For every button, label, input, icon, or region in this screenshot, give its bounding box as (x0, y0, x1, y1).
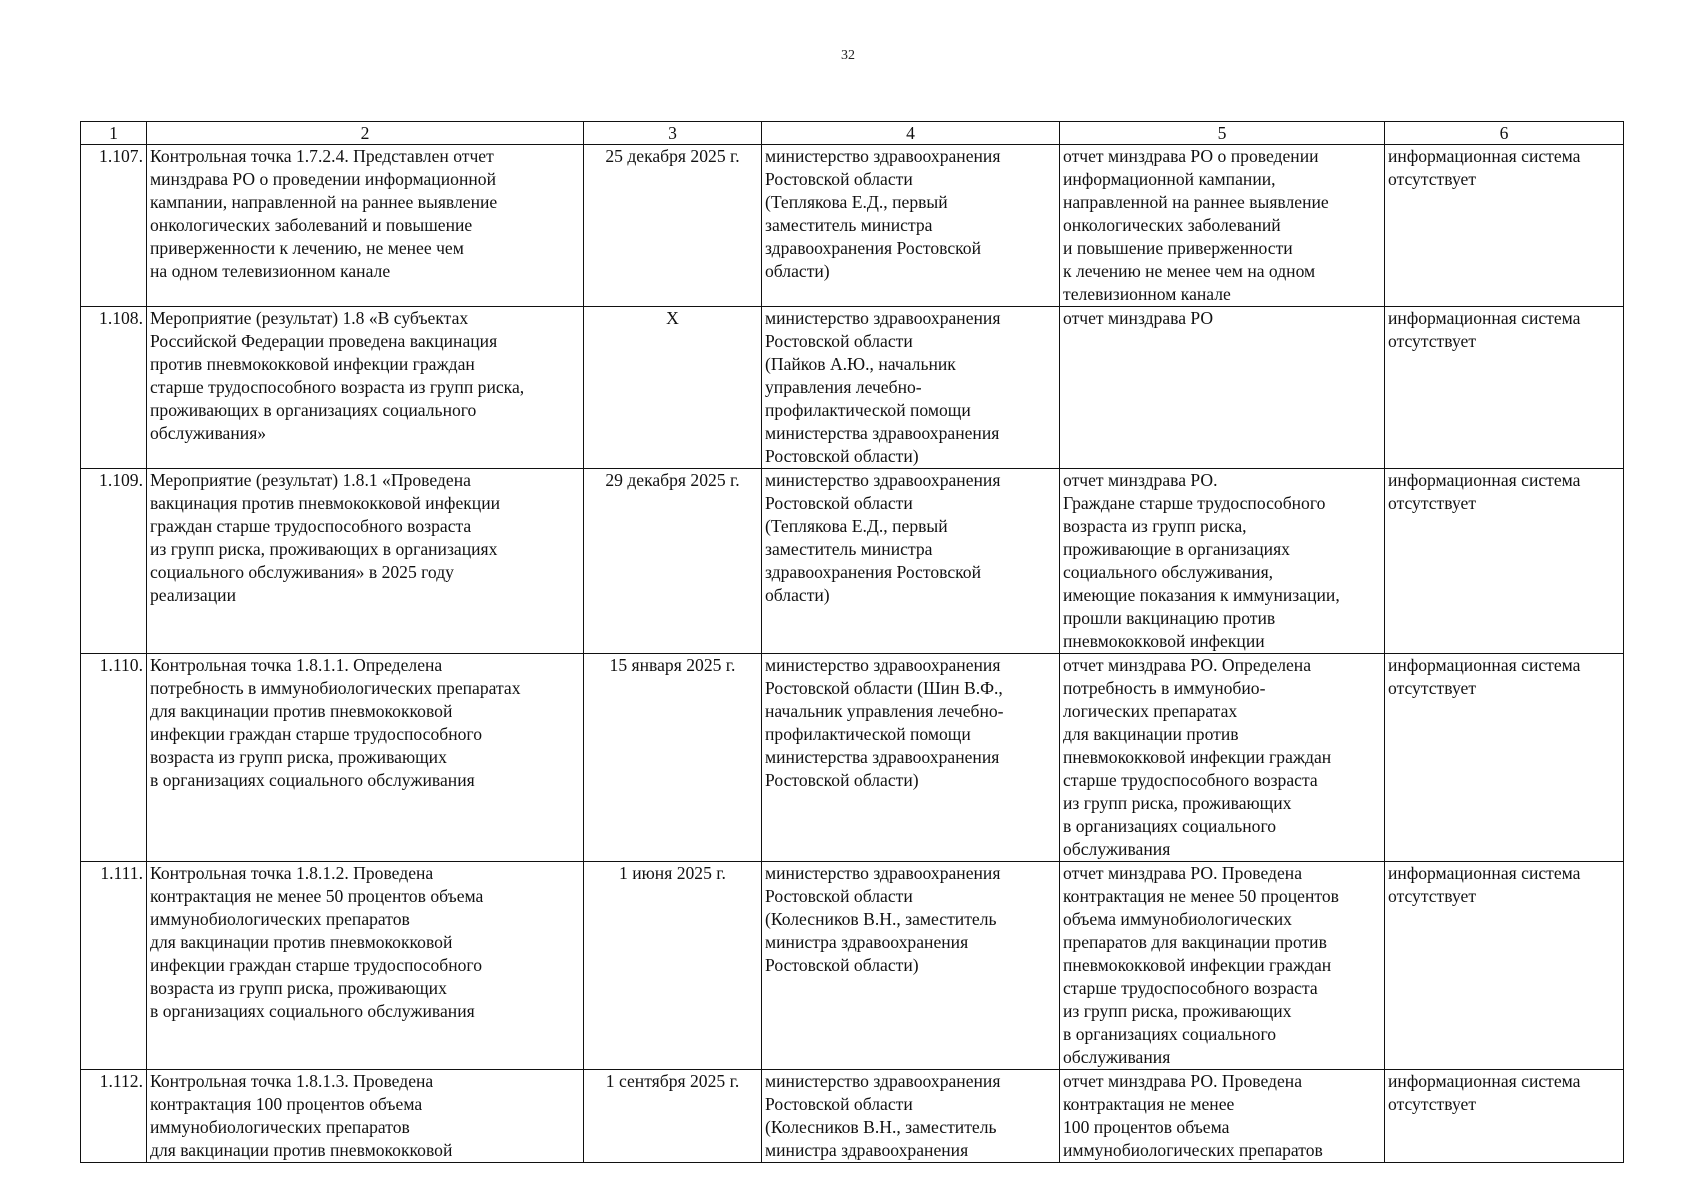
row-number: 1.110. (81, 654, 147, 862)
table-row (81, 654, 1624, 862)
row-date: 1 июня 2025 г. (584, 862, 762, 1070)
row-responsible: министерство здравоохранения Ростовской области (Колесников В.Н., заместитель министра здравоохранения Ростовской области) (762, 862, 1060, 1070)
row-date: 29 декабря 2025 г. (584, 469, 762, 654)
table-row (81, 469, 1624, 654)
row-date: 15 января 2025 г. (584, 654, 762, 862)
row-date: 25 декабря 2025 г. (584, 145, 762, 307)
row-info-system: информационная система отсутствует (1385, 469, 1624, 654)
row-description: Мероприятие (результат) 1.8.1 «Проведена вакцинация против пневмококковой инфекции граждан старше трудоспособного возраста из групп риска, проживающих в организациях социального обслуживания» в 2025 году реализации (147, 469, 584, 654)
row-responsible: министерство здравоохранения Ростовской области (Теплякова Е.Д., первый заместитель министра здравоохранения Ростовской области) (762, 469, 1060, 654)
page-number: 32 (841, 48, 855, 63)
row-document: отчет минздрава РО о проведении информационной кампании, направленной на раннее выявление онкологических заболеваний и повышение приверженности к лечению не менее чем на одном телевизионном канале (1060, 145, 1385, 307)
row-description: Мероприятие (результат) 1.8 «В субъектах Российской Федерации проведена вакцинация против пневмококковой инфекции граждан старше трудоспособного возраста из групп риска, проживающих в организациях социального обслуживания» (147, 307, 584, 469)
row-document: отчет минздрава РО. Определена потребность в иммунобио- логических препаратах для вакцинации против пневмококковой инфекции граждан старше трудоспособного возраста из групп риска, проживающих в организациях социального обслуживания (1060, 654, 1385, 862)
row-date: 1 сентября 2025 г. (584, 1070, 762, 1163)
row-date: Х (584, 307, 762, 469)
header-col-5: 5 (1060, 122, 1385, 145)
row-responsible: министерство здравоохранения Ростовской области (Колесников В.Н., заместитель министра здравоохранения (762, 1070, 1060, 1163)
row-description: Контрольная точка 1.8.1.1. Определена потребность в иммунобиологических препаратах для вакцинации против пневмококковой инфекции граждан старше трудоспособного возраста из групп риска, проживающих в организациях социального обслуживания (147, 654, 584, 862)
header-row (81, 122, 1624, 145)
table-row (81, 145, 1624, 307)
row-document: отчет минздрава РО. Граждане старше трудоспособного возраста из групп риска, проживающие в организациях социального обслуживания, имеющие показания к иммунизации, прошли вакцинацию против пневмококковой инфекции (1060, 469, 1385, 654)
row-document: отчет минздрава РО (1060, 307, 1385, 469)
header-col-1: 1 (81, 122, 147, 145)
row-info-system: информационная система отсутствует (1385, 307, 1624, 469)
row-description: Контрольная точка 1.8.1.3. Проведена контрактация 100 процентов объема иммунобиологических препаратов для вакцинации против пневмококковой (147, 1070, 584, 1163)
table-row (81, 862, 1624, 1070)
row-description: Контрольная точка 1.7.2.4. Представлен отчет минздрава РО о проведении информационной кампании, направленной на раннее выявление онкологических заболеваний и повышение приверженности к лечению, не менее чем на одном телевизионном канале (147, 145, 584, 307)
row-info-system: информационная система отсутствует (1385, 654, 1624, 862)
table-row (81, 307, 1624, 469)
row-responsible: министерство здравоохранения Ростовской области (Пайков А.Ю., начальник управления лечебно- профилактической помощи министерства здравоохранения Ростовской области) (762, 307, 1060, 469)
table-row (81, 1070, 1624, 1163)
row-number: 1.112. (81, 1070, 147, 1163)
row-info-system: информационная система отсутствует (1385, 145, 1624, 307)
row-document: отчет минздрава РО. Проведена контрактация не менее 50 процентов объема иммунобиологических препаратов для вакцинации против пневмококковой инфекции граждан старше трудоспособного возраста из групп риска, проживающих в организациях социального обслуживания (1060, 862, 1385, 1070)
row-document: отчет минздрава РО. Проведена контрактация не менее 100 процентов объема иммунобиологических препаратов (1060, 1070, 1385, 1163)
row-info-system: информационная система отсутствует (1385, 1070, 1624, 1163)
plan-table (80, 121, 1624, 1163)
row-number: 1.111. (81, 862, 147, 1070)
header-col-4: 4 (762, 122, 1060, 145)
header-col-2: 2 (147, 122, 584, 145)
row-responsible: министерство здравоохранения Ростовской области (Теплякова Е.Д., первый заместитель министра здравоохранения Ростовской области) (762, 145, 1060, 307)
header-col-6: 6 (1385, 122, 1624, 145)
row-description: Контрольная точка 1.8.1.2. Проведена контрактация не менее 50 процентов объема иммунобиологических препаратов для вакцинации против пневмококковой инфекции граждан старше трудоспособного возраста из групп риска, проживающих в организациях социального обслуживания (147, 862, 584, 1070)
row-number: 1.109. (81, 469, 147, 654)
row-info-system: информационная система отсутствует (1385, 862, 1624, 1070)
row-number: 1.107. (81, 145, 147, 307)
header-col-3: 3 (584, 122, 762, 145)
row-number: 1.108. (81, 307, 147, 469)
row-responsible: министерство здравоохранения Ростовской области (Шин В.Ф., начальник управления лечебно- профилактической помощи министерства здравоохранения Ростовской области) (762, 654, 1060, 862)
